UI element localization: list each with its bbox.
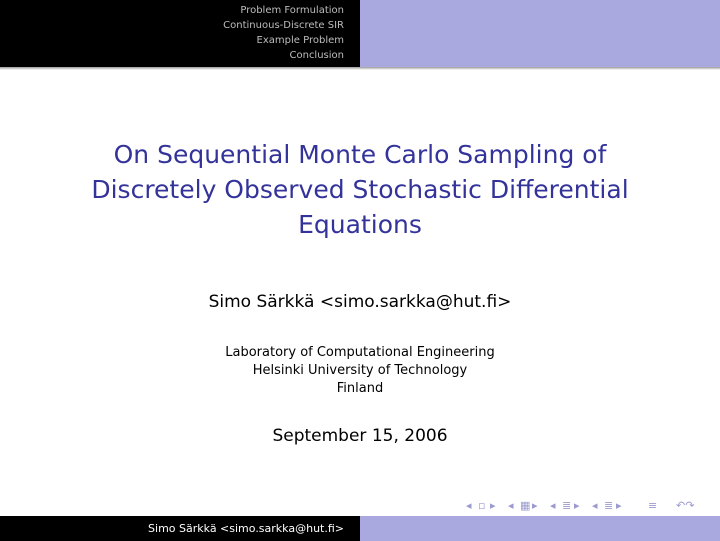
- nav-next-subsection-icon[interactable]: ▸: [532, 499, 538, 512]
- nav-next-presentation-icon[interactable]: ▸: [616, 499, 622, 512]
- header-right-panel: [360, 0, 720, 67]
- institute: [0, 344, 720, 398]
- footer-author: Simo Särkkä <simo.sarkka@hut.fi>: [148, 522, 344, 535]
- nav-presentation-icon[interactable]: ≣: [604, 499, 614, 512]
- header-bar: [0, 0, 720, 67]
- nav-prev-subsection-icon[interactable]: ◂: [508, 499, 514, 512]
- nav-prev-section-icon[interactable]: ◂: [550, 499, 556, 512]
- nav-item-example-problem[interactable]: Example Problem: [256, 35, 344, 46]
- date: September 15, 2006: [272, 426, 448, 446]
- footer-bar: [0, 516, 720, 541]
- title-line: Discretely Observed Stochastic Differential: [91, 175, 629, 204]
- nav-appendix-icon[interactable]: ≡: [648, 499, 658, 512]
- nav-item-continuous-discrete-sir[interactable]: Continuous-Discrete SIR: [223, 20, 344, 31]
- nav-section-icon[interactable]: ≣: [562, 499, 572, 512]
- header-left-panel: [0, 0, 360, 67]
- section-nav: [223, 3, 344, 63]
- title-line: Equations: [298, 210, 422, 239]
- nav-item-conclusion[interactable]: Conclusion: [289, 50, 344, 61]
- nav-next-section-icon[interactable]: ▸: [574, 499, 580, 512]
- nav-subsection-icon[interactable]: ▦: [520, 499, 531, 512]
- nav-item-problem-formulation[interactable]: Problem Formulation: [240, 5, 344, 16]
- header-shadow: [0, 67, 720, 70]
- institute-line: Laboratory of Computational Engineering: [225, 345, 495, 360]
- nav-frame-icon[interactable]: ▫: [478, 499, 486, 512]
- nav-first-frame-icon[interactable]: ◂: [466, 499, 472, 512]
- title-line: On Sequential Monte Carlo Sampling of: [113, 140, 607, 169]
- beamer-navigation-symbols: [466, 499, 716, 515]
- institute-line: Helsinki University of Technology: [252, 363, 468, 378]
- institute-line: Finland: [336, 381, 384, 396]
- nav-search-icon[interactable]: ↶↷: [676, 499, 695, 512]
- author: Simo Särkkä <simo.sarkka@hut.fi>: [208, 292, 512, 312]
- footer-right-panel: [360, 516, 720, 541]
- slide-title: [60, 137, 660, 242]
- nav-next-frame-icon[interactable]: ▸: [490, 499, 496, 512]
- footer-left-panel: [0, 516, 360, 541]
- nav-prev-presentation-icon[interactable]: ◂: [592, 499, 598, 512]
